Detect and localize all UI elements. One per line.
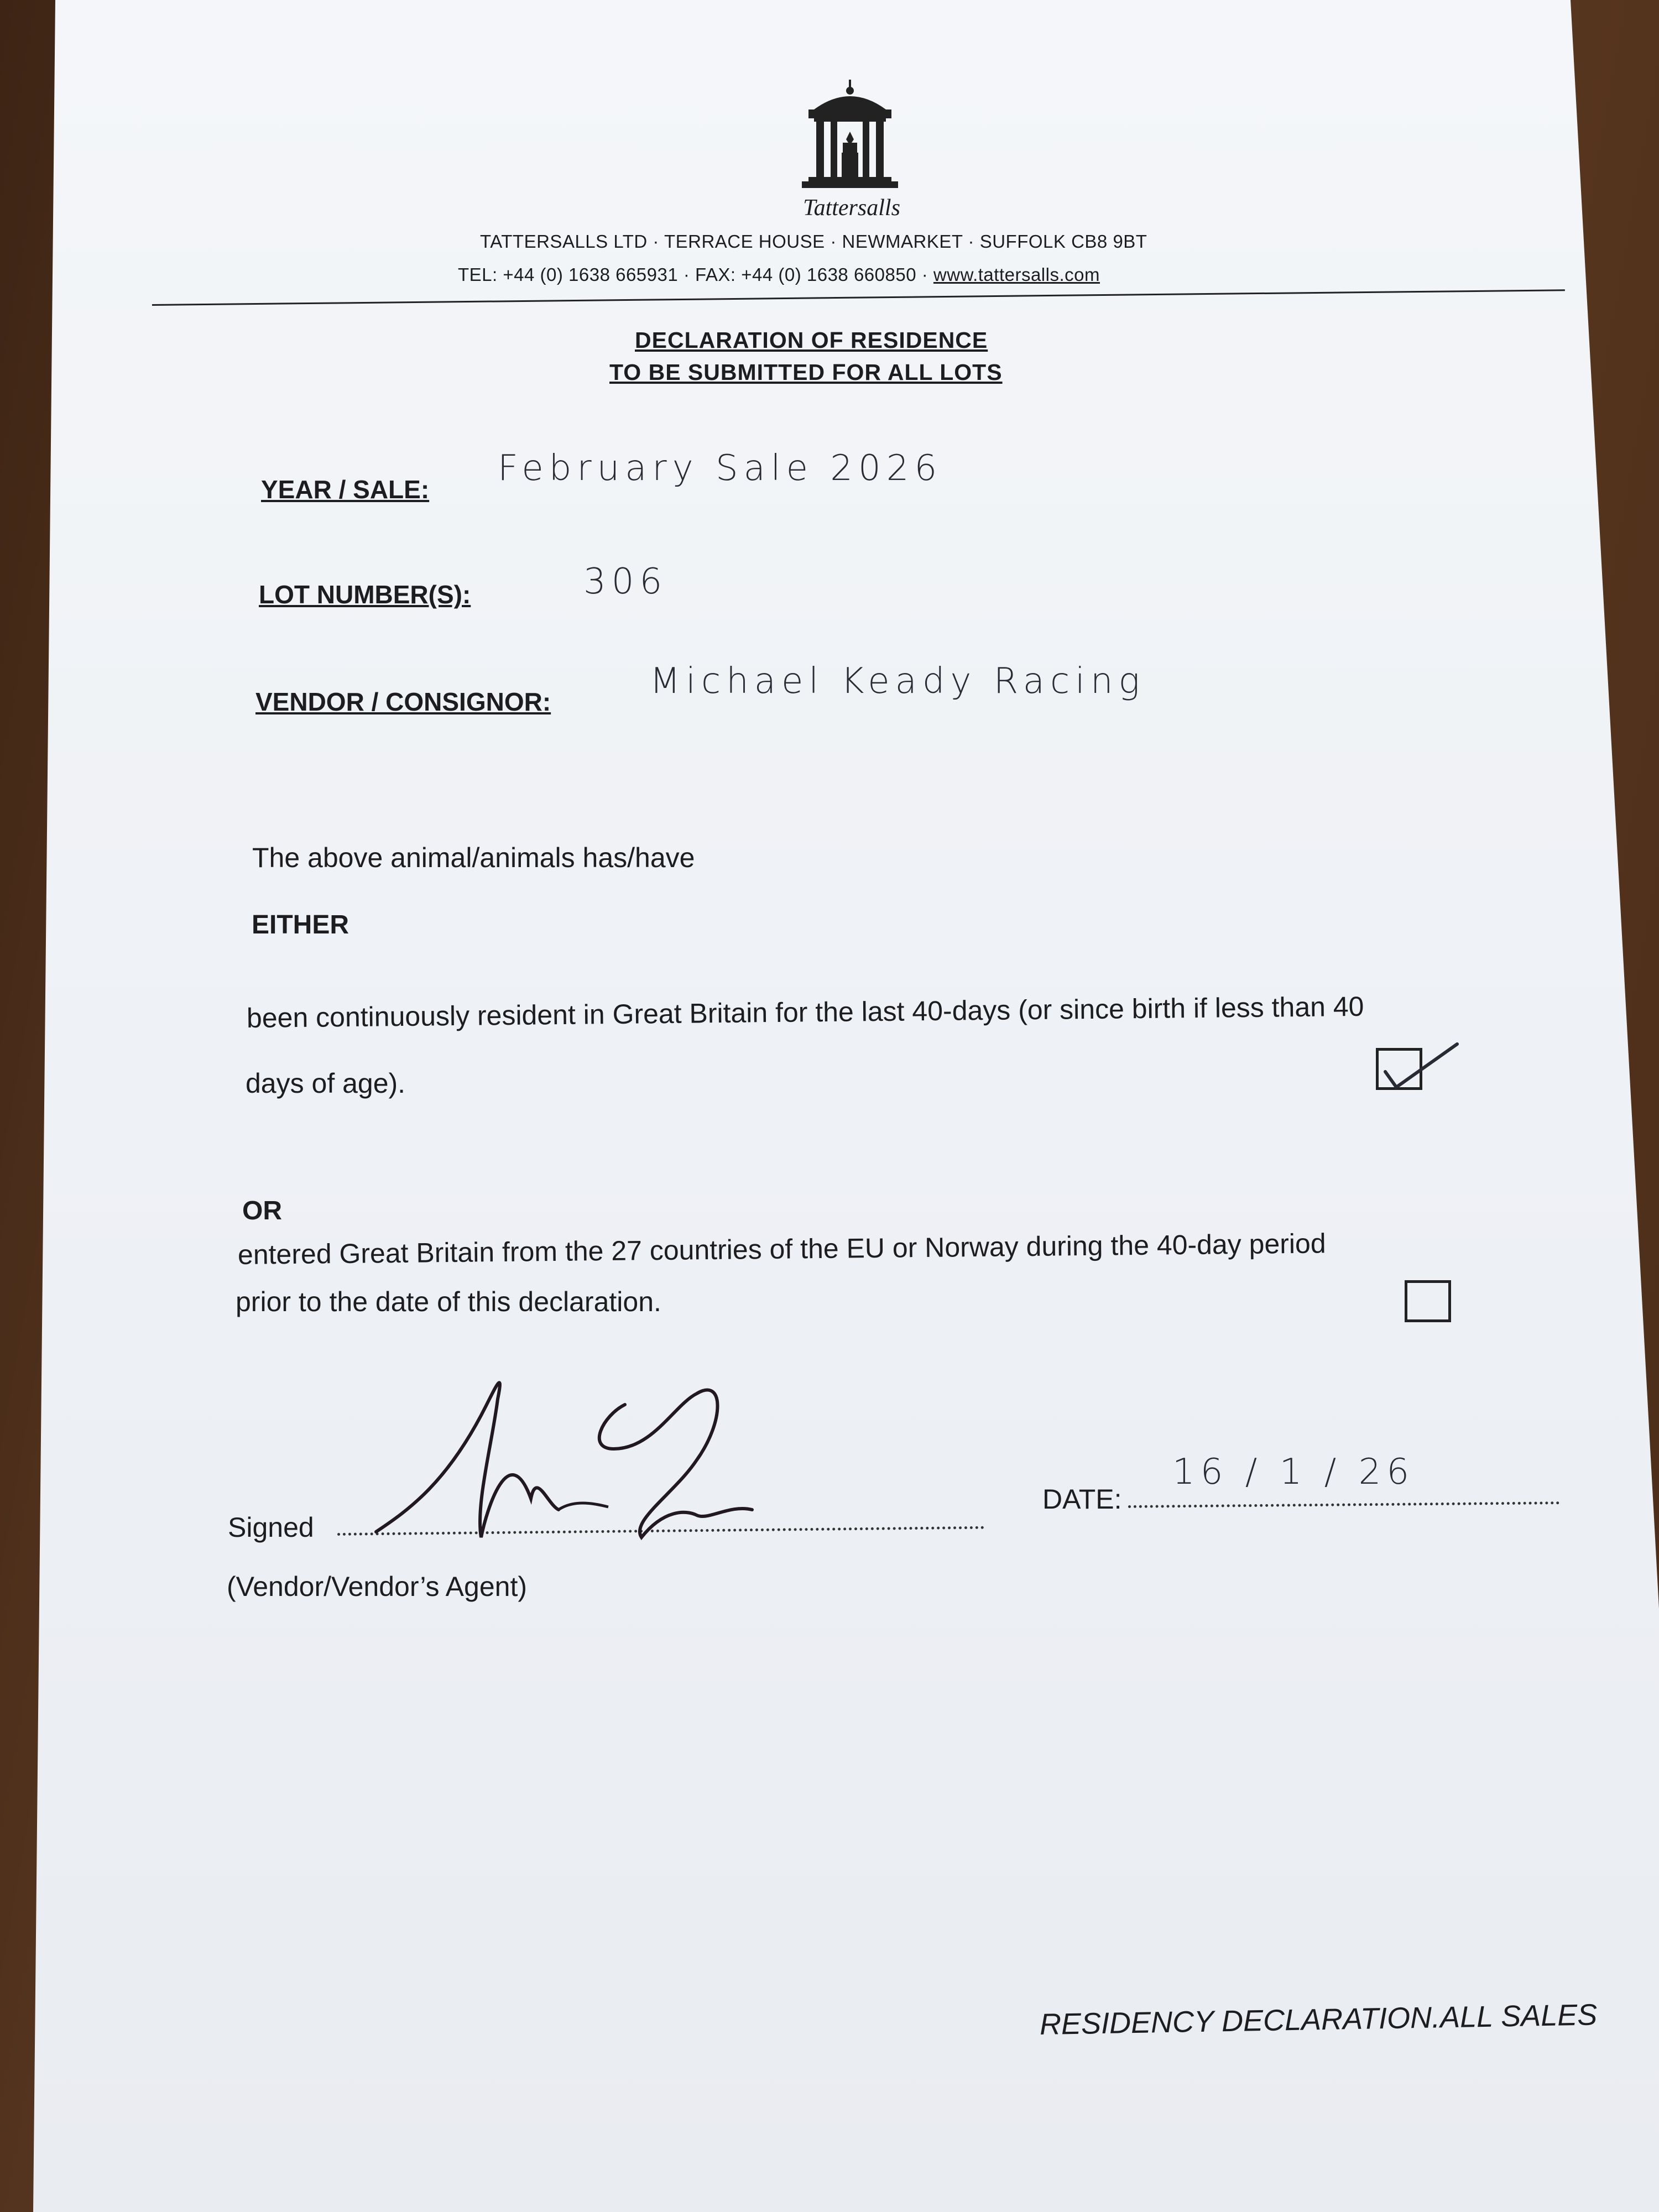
either-label: EITHER	[252, 910, 349, 940]
signed-label: Signed	[228, 1512, 314, 1543]
checkmark-icon	[1380, 1039, 1463, 1094]
vendor-consignor-value[interactable]: Michael Keady Racing	[650, 661, 1145, 702]
form-title-line1: DECLARATION OF RESIDENCE	[635, 327, 988, 353]
address-line: TATTERSALLS LTD · TERRACE HOUSE · NEWMARKET · SUFFOLK CB8 9BT	[480, 231, 1147, 252]
website-link[interactable]: www.tattersalls.com	[933, 264, 1100, 285]
year-sale-label: YEAR / SALE:	[261, 475, 430, 504]
signature-scribble[interactable]	[365, 1371, 785, 1548]
option2-text-line1: entered Great Britain from the 27 countries of the EU or Norway during the 40-day period	[237, 1228, 1326, 1270]
option1-text-line2: days of age).	[246, 1068, 406, 1099]
vendor-consignor-label: VENDOR / CONSIGNOR:	[255, 687, 551, 716]
date-label: DATE:	[1042, 1484, 1122, 1515]
form-title-line2: TO BE SUBMITTED FOR ALL LOTS	[609, 359, 1003, 385]
contact-line	[458, 264, 1100, 285]
option2-text-line2: prior to the date of this declaration.	[236, 1286, 661, 1317]
logo-wordmark: Tattersalls	[803, 195, 900, 221]
or-label: OR	[242, 1196, 282, 1225]
document-reference: RESIDENCY DECLARATION.ALL SALES	[1039, 1998, 1598, 2041]
temple-rotunda-icon	[792, 77, 908, 194]
option2-checkbox[interactable]	[1405, 1280, 1451, 1322]
lot-number-value[interactable]: 306	[583, 561, 668, 602]
phone-fax: TEL: +44 (0) 1638 665931 · FAX: +44 (0) 1638 660850 ·	[458, 264, 933, 285]
lot-number-label: LOT NUMBER(S):	[259, 580, 471, 609]
year-sale-value[interactable]: February Sale 2026	[498, 448, 943, 489]
signer-role-label: (Vendor/Vendor’s Agent)	[227, 1571, 527, 1602]
option1-text-line1: been continuously resident in Great Britain for the last 40-days (or since birth if less than 40	[246, 990, 1364, 1034]
date-value[interactable]: 16 / 1 / 26	[1172, 1452, 1415, 1493]
statement-intro: The above animal/animals has/have	[252, 842, 695, 873]
